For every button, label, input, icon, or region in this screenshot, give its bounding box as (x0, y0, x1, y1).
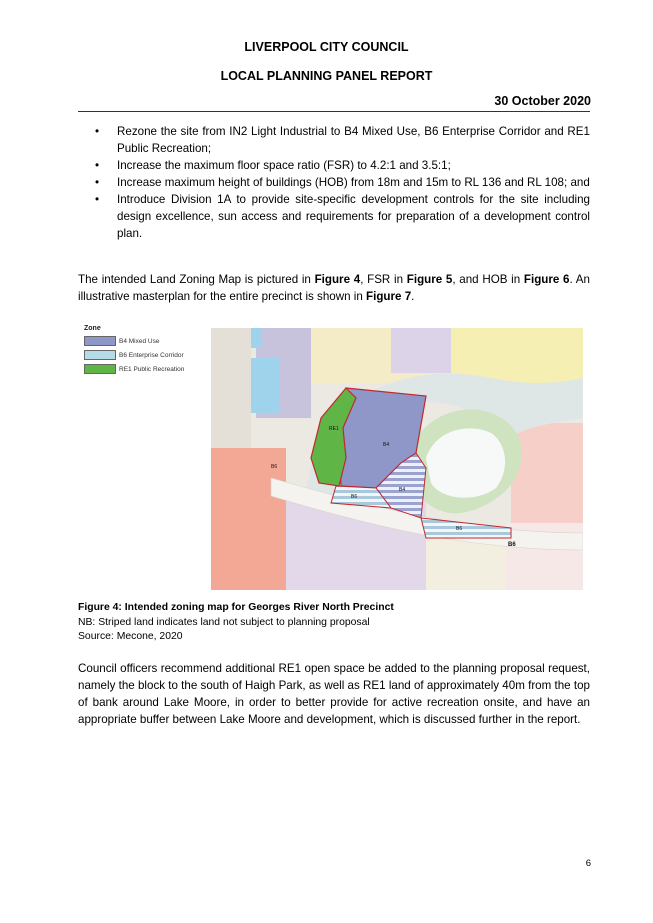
list-item: • Rezone the site from IN2 Light Industrial to B4 Mixed Use, B6 Enterprise Corridor and RE1 Public Recreation; (95, 125, 590, 155)
map-label-re1: RE1 (329, 426, 339, 432)
legend-item-b4 (84, 336, 184, 346)
re1-swatch (84, 364, 116, 374)
figure-6-ref: Figure 6 (523, 273, 570, 286)
zone-pink-right (511, 423, 583, 523)
zone-lilac (391, 328, 451, 373)
legend-label: RE1 Public Recreation (119, 365, 185, 373)
closing-paragraph: Council officers recommend additional RE1 open space be added to the planning proposal request, namely the block to the south of Haigh Park, as well as RE1 land of approximately 40m from the top of bank around Lake Moore, in order to better provide for active recreation onsite, and have an appropriate buffer between Lake Moore and development, which is discussed further in the report. (78, 662, 590, 726)
zoning-map (211, 328, 583, 590)
bullet-icon: • (95, 125, 100, 138)
list-item: • Introduce Division 1A to provide site-specific development controls for the site including design excellence, sun access and requirements for preparation of a development control plan. (95, 193, 590, 240)
list-item: • Increase maximum height of buildings (HOB) from 18m and 15m to RL 136 and RL 108; and (95, 176, 590, 189)
zone-blue-left (249, 358, 279, 413)
caption-note: NB: Striped land indicates land not subject to planning proposal (78, 616, 370, 628)
zone-legend (84, 325, 184, 374)
legend-label: B4 Mixed Use (119, 337, 160, 345)
legend-title: Zone (84, 325, 101, 332)
legend-item-b6 (84, 350, 184, 360)
zone-grey-left (211, 328, 251, 448)
map-label-b6: B6 (271, 464, 278, 470)
legend-item-re1 (84, 364, 184, 374)
list-item: • Increase the maximum floor space ratio (FSR) to 4.2:1 and 3.5:1; (95, 159, 451, 172)
report-date: 30 October 2020 (494, 94, 591, 108)
b4-swatch (84, 336, 116, 346)
figure-5-ref: Figure 5 (406, 273, 453, 286)
bullet-icon: • (95, 159, 100, 172)
map-label-b4: B4 (383, 442, 390, 448)
map-label-b6: B6 (351, 494, 358, 500)
bullet-icon: • (95, 176, 100, 189)
proposal-list (78, 123, 590, 242)
map-label-b4: B4 (399, 487, 406, 493)
figure-caption (78, 601, 394, 645)
header-divider (78, 111, 590, 112)
org-title: LIVERPOOL CITY COUNCIL (244, 40, 409, 54)
b6-swatch (84, 350, 116, 360)
map-label-b6: B6 (508, 542, 516, 548)
figure-7-ref: Figure 7 (366, 290, 412, 303)
intro-paragraph: The intended Land Zoning Map is pictured in Figure 4, FSR in Figure 5, and HOB in Figure 6. An illustrative masterplan for the entire precinct is shown in Figure 7. (78, 273, 590, 303)
figure-4-ref: Figure 4 (314, 273, 361, 286)
bullet-icon: • (95, 193, 100, 206)
map-label-b6: B6 (456, 526, 463, 532)
caption-title: Figure 4: Intended zoning map for Georges River North Precinct (78, 602, 394, 613)
report-title: LOCAL PLANNING PANEL REPORT (220, 69, 433, 83)
page-number: 6 (585, 858, 591, 869)
caption-source: Source: Mecone, 2020 (78, 631, 183, 642)
legend-label: B6 Enterprise Corridor (119, 351, 184, 359)
